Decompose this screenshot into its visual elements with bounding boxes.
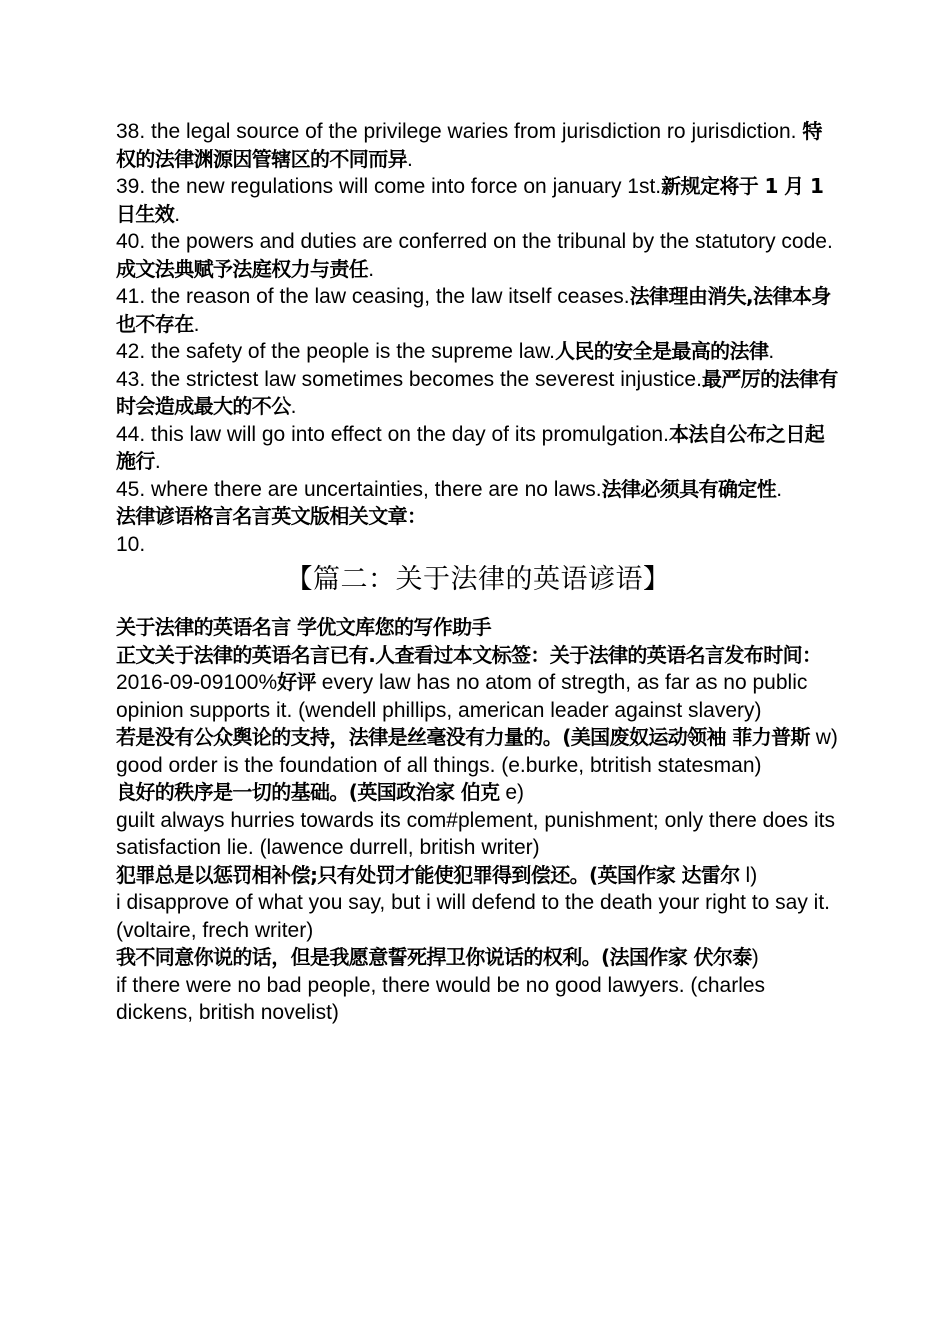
maxim-41: 41. the reason of the law ceasing, the law itself ceases.法律理由消失,法律本身也不存在. [116,284,831,336]
quote-4-translation: 我不同意你说的话，但是我愿意誓死捍卫你说话的权利。(法国作家 伏尔泰) [116,945,759,969]
maxim-44: 44. this law will go into effect on the day of its promulgation.本法自公布之日起施行. [116,421,825,473]
quote-5: if there were no bad people, there would be no good lawyers. (charles dickens, british novelist) [116,973,766,1024]
related-articles-label: 法律谚语格言名言英文版相关文章： [116,504,427,528]
quote-2-translation: 良好的秩序是一切的基础。(英国政治家 伯克 e) [116,780,525,804]
maxim-45: 45. where there are uncertainties, there are no laws.法律必须具有确定性. [116,476,783,501]
maxim-43: 43. the strictest law sometimes becomes the severest injustice.最严厉的法律有时会造成最大的不公. [116,366,838,418]
maxim-40: 40. the powers and duties are conferred on the tribunal by the statutory code. 成文法典赋予法庭权力与责任. [116,230,833,281]
maxim-39: 39. the new regulations will come into force on january 1st.新规定将于 1 月 1 日生效. [116,174,824,226]
maxim-38: 38. the legal source of the privilege waries from jurisdiction ro jurisdiction. 特权的法律渊源因管辖区的不同而异. [116,119,822,171]
document-page [116,118,840,1027]
intro-and-quote-1: 正文关于法律的英语名言已有.人查看过本文标签：关于法律的英语名言发布时间：2016-09-09100%好评 every law has no atom of stregth, as far as no public opinion supports it. (wendell phillips, american leader against slavery) [116,642,822,722]
quote-1-translation: 若是没有公众舆论的支持，法律是丝毫没有力量的。(美国废奴运动领袖 菲力普斯 w) [116,725,838,749]
quote-3-translation: 犯罪总是以惩罚相补偿;只有处罚才能使犯罪得到偿还。(英国作家 达雷尔 l) [116,862,758,887]
maxim-42: 42. the safety of the people is the supreme law.人民的安全是最高的法律. [116,339,775,363]
section-heading: 【篇二：关于法律的英语谚语】 [285,564,671,595]
related-number: 10. [116,532,146,556]
quote-4: i disapprove of what you say, but i will defend to the death your right to say it. (voltaire, frech writer) [116,891,831,942]
quote-3: guilt always hurries towards its com#plement, punishment; only there does its satisfaction lie. (lawence durrell, british writer) [116,808,836,859]
quote-2: good order is the foundation of all things. (e.burke, btritish statesman) [116,753,762,777]
intro-line-1: 关于法律的英语名言 学优文库您的写作助手 [116,615,491,639]
